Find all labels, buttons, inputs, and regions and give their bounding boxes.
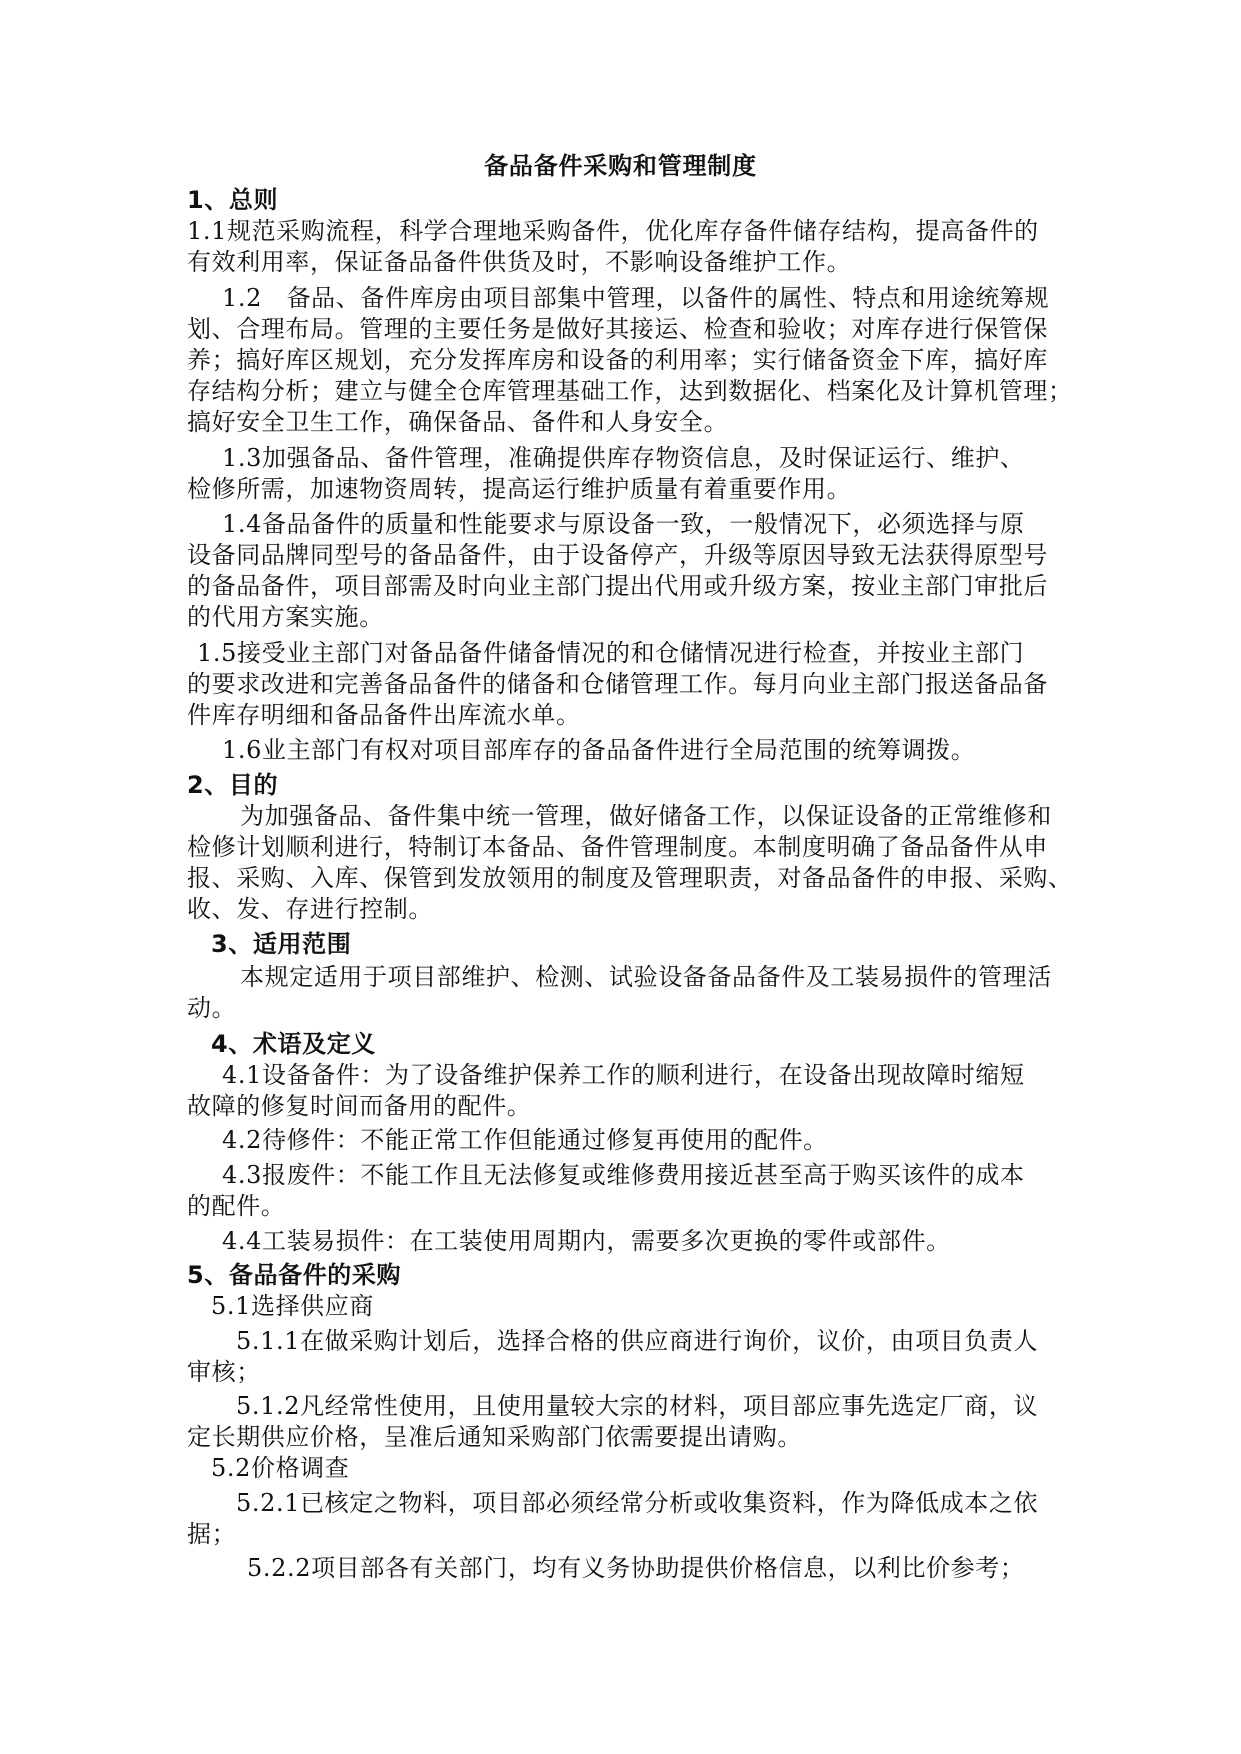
paragraph-line: 搞好安全卫生工作，确保备品、备件和人身安全。 <box>187 408 729 436</box>
paragraph-line: 的代用方案实施。 <box>187 603 384 631</box>
paragraph-line: 设备同品牌同型号的备品备件，由于设备停产，升级等原因导致无法获得原型号 <box>187 541 1048 569</box>
subheading-line: 5.1选择供应商 <box>211 1292 374 1320</box>
paragraph-line: 1.2 备品、备件库房由项目部集中管理，以备件的属性、特点和用途统筹规 <box>222 284 1050 312</box>
paragraph-line: 的备品备件，项目部需及时向业主部门提出代用或升级方案，按业主部门审批后 <box>187 572 1048 600</box>
paragraph-line: 4.2待修件：不能正常工作但能通过修复再使用的配件。 <box>222 1126 828 1154</box>
heading-scope: 3、适用范围 <box>211 930 352 958</box>
paragraph-line: 划、合理布局。管理的主要任务是做好其接运、检查和验收；对库存进行保管保 <box>187 315 1048 343</box>
paragraph-line: 1.1规范采购流程，科学合理地采购备件，优化库存备件储存结构，提高备件的 <box>187 217 1039 245</box>
paragraph-line: 据； <box>187 1520 237 1548</box>
paragraph-line: 4.4工装易损件：在工装使用周期内，需要多次更换的零件或部件。 <box>222 1227 951 1255</box>
paragraph-line: 定长期供应价格，呈准后通知采购部门依需要提出请购。 <box>187 1423 802 1451</box>
heading-procurement: 5、备品备件的采购 <box>187 1261 402 1289</box>
paragraph-line: 存结构分析；建立与健全仓库管理基础工作，达到数据化、档案化及计算机管理； <box>187 377 1073 405</box>
paragraph-line: 收、发、存进行控制。 <box>187 895 433 923</box>
paragraph-line: 4.3报废件：不能工作且无法修复或维修费用接近甚至高于购买该件的成本 <box>222 1161 1025 1189</box>
paragraph-line: 1.3加强备品、备件管理，准确提供库存物资信息，及时保证运行、维护、 <box>222 444 1025 472</box>
paragraph-line: 5.2.1已核定之物料，项目部必须经常分析或收集资料，作为降低成本之依 <box>236 1489 1039 1517</box>
paragraph-line: 报、采购、入库、保管到发放领用的制度及管理职责，对备品备件的申报、采购、 <box>187 864 1073 892</box>
paragraph-line: 1.5接受业主部门对备品备件储备情况的和仓储情况进行检查，并按业主部门 <box>197 639 1025 667</box>
document-title: 备品备件采购和管理制度 <box>484 152 757 180</box>
paragraph-line: 养；搞好库区规划，充分发挥库房和设备的利用率；实行储备资金下库，搞好库 <box>187 346 1048 374</box>
heading-terms: 4、术语及定义 <box>211 1030 376 1058</box>
heading-general: 1、总则 <box>187 186 279 214</box>
paragraph-line: 故障的修复时间而备用的配件。 <box>187 1092 532 1120</box>
subheading-line: 5.2价格调查 <box>211 1454 350 1482</box>
paragraph-line: 5.2.2项目部各有关部门，均有义务协助提供价格信息，以利比价参考； <box>247 1554 1025 1582</box>
paragraph-line: 4.1设备备件：为了设备维护保养工作的顺利进行，在设备出现故障时缩短 <box>222 1061 1025 1089</box>
paragraph-line: 的要求改进和完善备品备件的储备和仓储管理工作。每月向业主部门报送备品备 <box>187 670 1048 698</box>
paragraph-line: 本规定适用于项目部维护、检测、试验设备备品备件及工装易损件的管理活 <box>240 963 1052 991</box>
paragraph-line: 件库存明细和备品备件出库流水单。 <box>187 701 581 729</box>
paragraph-line: 检修所需，加速物资周转，提高运行维护质量有着重要作用。 <box>187 475 852 503</box>
heading-purpose: 2、目的 <box>187 771 279 799</box>
paragraph-line: 5.1.2凡经常性使用，且使用量较大宗的材料，项目部应事先选定厂商，议 <box>236 1392 1039 1420</box>
paragraph-line: 1.4备品备件的质量和性能要求与原设备一致，一般情况下，必须选择与原 <box>222 510 1025 538</box>
paragraph-line: 有效利用率，保证备品备件供货及时，不影响设备维护工作。 <box>187 248 852 276</box>
paragraph-line: 审核； <box>187 1358 261 1386</box>
paragraph-line: 1.6业主部门有权对项目部库存的备品备件进行全局范围的统筹调拨。 <box>222 736 976 764</box>
paragraph-line: 的配件。 <box>187 1192 286 1220</box>
paragraph-line: 动。 <box>187 994 237 1022</box>
paragraph-line: 为加强备品、备件集中统一管理，做好储备工作，以保证设备的正常维修和 <box>240 802 1052 830</box>
paragraph-line: 5.1.1在做采购计划后，选择合格的供应商进行询价，议价，由项目负责人 <box>236 1327 1039 1355</box>
paragraph-line: 检修计划顺利进行，特制订本备品、备件管理制度。本制度明确了备品备件从申 <box>187 833 1048 861</box>
